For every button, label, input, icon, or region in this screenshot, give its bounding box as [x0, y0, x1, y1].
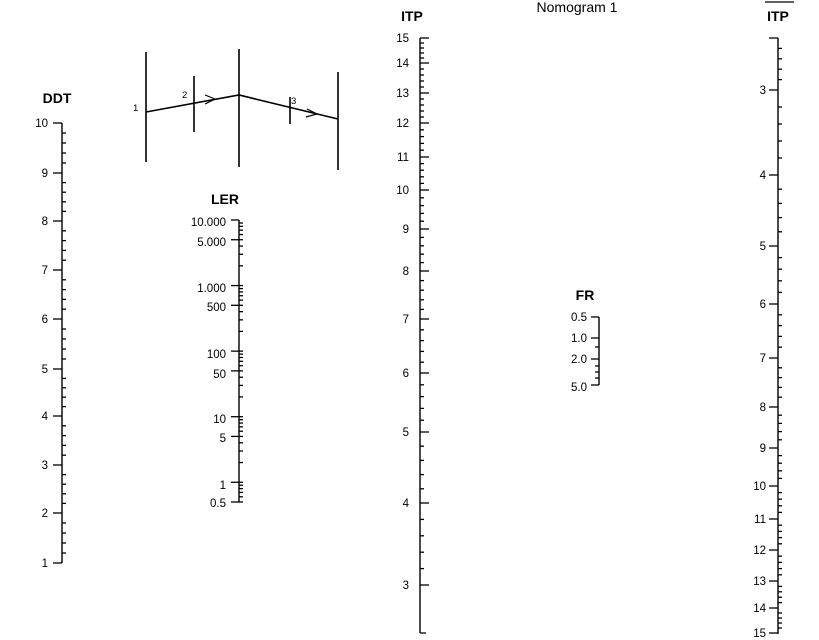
fr-tick-label: 0.5 [571, 312, 587, 324]
ler-tick-label: 50 [213, 369, 226, 381]
ler-tick-label: 0.5 [210, 498, 226, 510]
itp-tick-label: 6 [402, 368, 409, 380]
ler-tick-label: 100 [206, 349, 226, 361]
ddt-tick-label: 7 [41, 265, 48, 277]
itp-tick-label: 4 [402, 498, 409, 510]
itp-tick-label: 12 [396, 118, 409, 130]
itp-bar-tick-label: 6 [759, 299, 766, 311]
itp-bar-tick-label: 13 [753, 576, 766, 588]
itp-bar-tick-label: 8 [759, 402, 766, 414]
itp-tick-label: 7 [402, 314, 409, 326]
fr-tick-group [591, 317, 599, 385]
ler-tick-label: 10.000 [190, 217, 226, 229]
itp-tick-label: 14 [396, 58, 409, 70]
itp-bar-tick-label: 9 [759, 443, 766, 455]
key-diagram [146, 49, 338, 170]
itp-tick-label: 9 [402, 224, 409, 236]
ddt-scale-title: DDT [42, 90, 72, 106]
ddt-tick-label: 4 [41, 411, 48, 423]
itp-tick-label: 3 [402, 580, 409, 592]
key-step-3-label: 3 [291, 96, 297, 107]
ler-tick-label: 1 [219, 480, 226, 492]
ddt-tick-group [53, 123, 66, 563]
ddt-tick-label: 9 [41, 168, 48, 180]
itp-bar-tick-label: 10 [753, 481, 766, 493]
fr-tick-label: 2.0 [571, 354, 587, 366]
itp-tick-label: 11 [397, 152, 409, 164]
itp-bar-tick-label: 14 [753, 603, 766, 615]
ddt-tick-label: 5 [41, 364, 48, 376]
fr-tick-label: 5.0 [571, 382, 587, 394]
itp-bar-tick-label: 4 [759, 170, 766, 182]
ler-tick-label: 5 [219, 433, 226, 445]
ddt-tick-label: 8 [41, 216, 48, 228]
key-step-2-label: 2 [182, 90, 188, 101]
itp-tick-label: 10 [396, 185, 409, 197]
itp-bar-tick-label: 15 [753, 628, 766, 640]
ddt-tick-label: 2 [41, 508, 48, 520]
key-step-1-label: 1 [133, 103, 139, 114]
ddt-tick-label: 3 [41, 460, 48, 472]
ler-tick-label: 500 [206, 302, 226, 314]
itp-bar-tick-group [769, 38, 782, 633]
itp-tick-label: 15 [396, 33, 409, 45]
fr-scale-title: FR [575, 287, 595, 303]
itp-tick-label: 8 [402, 266, 409, 278]
fr-tick-label: 1.0 [571, 333, 587, 345]
itp-bar-tick-label: 7 [759, 353, 766, 365]
itp-tick-label: 13 [396, 88, 409, 100]
itp-scale-title: ITP [401, 8, 423, 24]
itp-bar-tick-label: 3 [759, 85, 766, 97]
key-path-line [146, 95, 338, 119]
ddt-tick-label: 10 [35, 118, 48, 130]
nomogram-title: Nomogram 1 [536, 0, 618, 15]
ddt-tick-label: 1 [41, 558, 48, 570]
ler-tick-label: 10 [213, 414, 226, 426]
itp-bar-tick-label: 12 [753, 545, 766, 557]
itp-tick-label: 5 [402, 427, 409, 439]
ler-tick-group [231, 220, 243, 502]
itp-tick-group [420, 38, 429, 633]
itp-bar-tick-label: 11 [754, 514, 766, 526]
itp-bar-scale-title: ITP [767, 8, 789, 24]
ler-tick-label: 5.000 [197, 237, 226, 249]
itp-bar-tick-label: 5 [759, 241, 766, 253]
ddt-tick-label: 6 [41, 314, 48, 326]
ler-tick-label: 1.000 [197, 283, 226, 295]
ler-scale-title: LER [211, 191, 239, 207]
